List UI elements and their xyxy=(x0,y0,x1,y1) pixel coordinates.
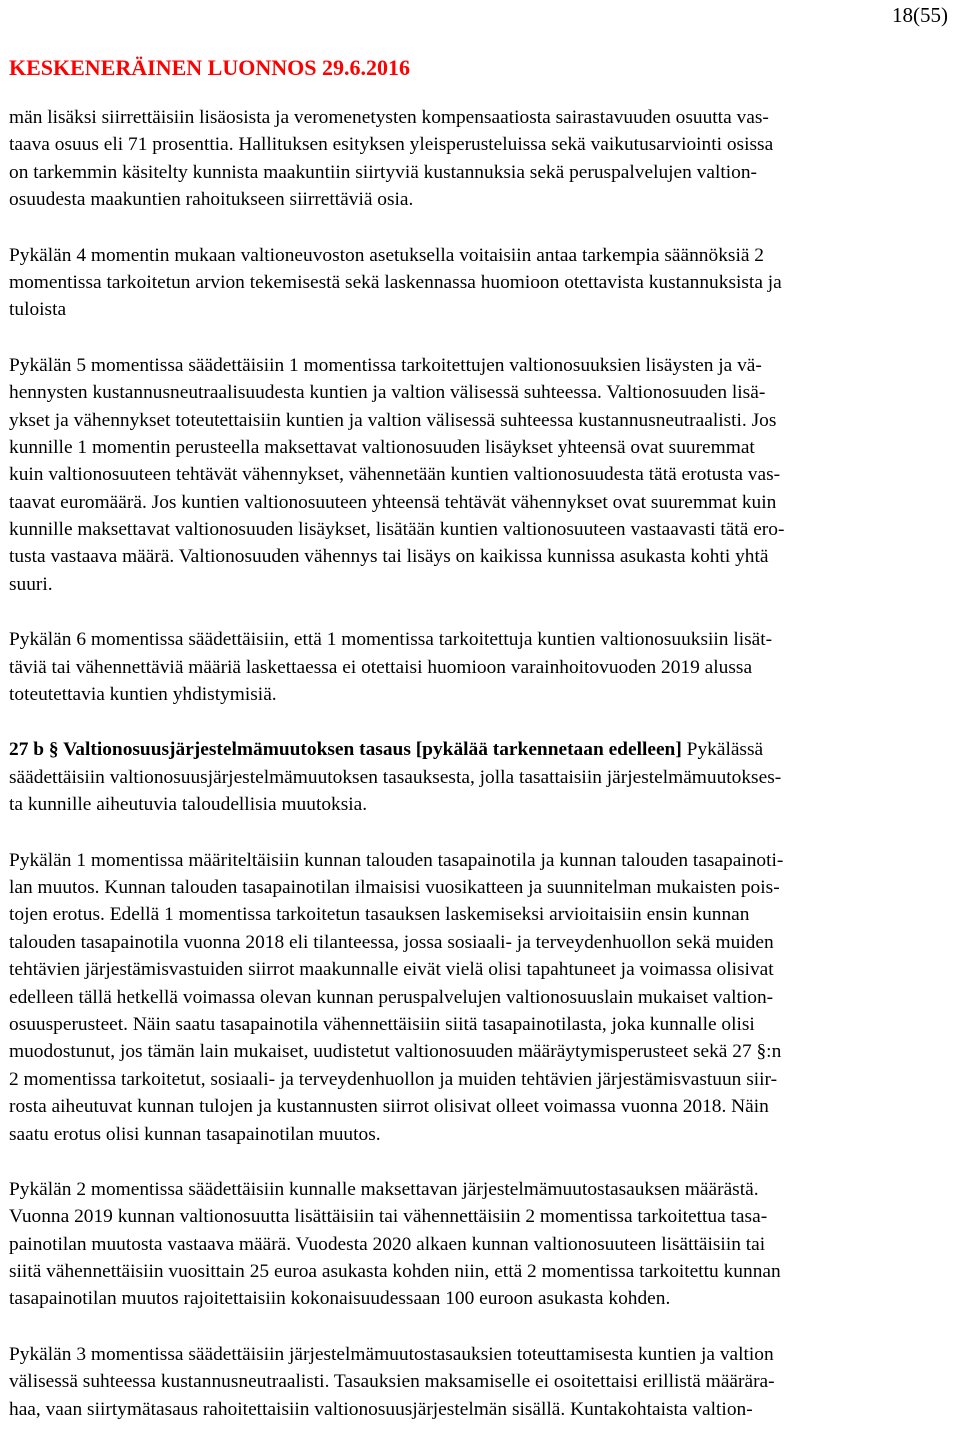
text-line: 2 momentissa tarkoitetut, sosiaali- ja terveydenhuollon ja muiden tehtävien järjestämisvastuun siir- xyxy=(9,1068,778,1090)
text-line: toteutettavia kuntien yhdistymisiä. xyxy=(9,684,277,706)
text-line: hennysten kustannusneutraalisuudesta kuntien ja valtion välisessä suhteessa. Valtionosuuden lisä- xyxy=(9,382,766,404)
page-number: 18(55) xyxy=(892,3,948,27)
paragraph-5 xyxy=(9,736,957,818)
draft-header: KESKENERÄINEN LUONNOS 29.6.2016 xyxy=(9,55,410,80)
text-line: muodostunut, jos tämän lain mukaiset, uudistetut valtionosuuden määräytymisperusteet sekä 27 §:n xyxy=(9,1041,782,1063)
text-line: on tarkemmin käsitelty kunnista maakuntiin siirtyviä kustannuksia sekä peruspalvelujen valtion- xyxy=(9,161,757,183)
text-line xyxy=(9,736,957,763)
paragraph-6 xyxy=(9,847,957,1148)
text-line: Pykälän 6 momentissa säädettäisiin, että 1 momentissa tarkoitettuja kuntien valtionosuuksiin lisät- xyxy=(9,629,773,651)
text-line: Vuonna 2019 kunnan valtionosuutta lisättäisiin tai vähennettäisiin 2 momentissa tarkoitettua tasa- xyxy=(9,1206,768,1228)
text-line: haa, vaan siirtymätasaus rahoitettaisiin valtionosuusjärjestelmän sisällä. Kuntakohtaista valtion- xyxy=(9,1398,753,1420)
paragraph-7 xyxy=(9,1176,957,1313)
text-line: taava osuus eli 71 prosenttia. Hallituksen esityksen yleisperusteluissa sekä vaikutusarviointi osissa xyxy=(9,134,774,156)
text-line: edelleen tällä hetkellä voimassa olevan kunnan peruspalvelujen valtionosuuslain mukaiset valtion- xyxy=(9,986,774,1008)
paragraph-8 xyxy=(9,1341,957,1423)
text-line: ykset ja vähennykset toteutettaisiin kuntien ja valtion välisessä suhteessa kustannusneutraalisti. Jos xyxy=(9,409,777,431)
text-line: tusta vastaava määrä. Valtionosuuden vähennys tai lisäys on kaikissa kunnissa asukasta kohti yhtä xyxy=(9,546,769,568)
section-heading: 27 b § Valtionosuusjärjestelmämuutoksen tasaus [pykälää tarkennetaan edelleen] xyxy=(9,739,682,761)
text-line: ta kunnille aiheutuvia taloudellisia muutoksia. xyxy=(9,794,368,816)
text-line: täviä tai vähennettäviä määriä laskettaessa ei otettaisi huomioon varainhoitovuoden 2019 alussa xyxy=(9,656,753,678)
text-line: suuri. xyxy=(9,573,53,595)
text-line: Pykälän 5 momentissa säädettäisiin 1 momentissa tarkoitettujen valtionosuuksien lisäysten ja vä- xyxy=(9,354,762,376)
paragraph-3 xyxy=(9,352,957,599)
text-line: välisessä suhteessa kustannusneutraalisti. Tasauksien maksamiselle ei osoitettaisi erillistä määrära- xyxy=(9,1371,775,1393)
text-line: tuloista xyxy=(9,299,67,321)
text-line: osuusperusteet. Näin saatu tasapainotila vähennettäisiin siitä tasapainotilasta, joka kunnalle olisi xyxy=(9,1013,755,1035)
paragraph-1 xyxy=(9,104,957,214)
text-line: Pykälän 4 momentin mukaan valtioneuvoston asetuksella voitaisiin antaa tarkempia säännöksiä 2 xyxy=(9,244,764,266)
text-line: kuin valtionosuuteen tehtävät vähennykset, vähennetään kuntien valtionosuudesta tätä erotusta vas- xyxy=(9,464,781,486)
text-line: osuudesta maakuntien rahoitukseen siirrettäviä osia. xyxy=(9,189,414,211)
text-line: saatu erotus olisi kunnan tasapainotilan muutos. xyxy=(9,1123,381,1145)
text-line: momentissa tarkoitetun arvion tekemisestä sekä laskennassa huomioon otettavista kustannuksista ja xyxy=(9,271,782,293)
section-heading-rest: Pykälässä xyxy=(681,739,764,761)
document-body xyxy=(9,104,957,1451)
text-line: säädettäisiin valtionosuusjärjestelmämuutoksen tasauksesta, jolla tasattaisiin järjestelmämuutokses- xyxy=(9,766,782,788)
text-line: talouden tasapainotila vuonna 2018 eli tilanteessa, jossa sosiaali- ja terveydenhuollon sekä muiden xyxy=(9,931,774,953)
text-line: män lisäksi siirrettäisiin lisäosista ja veromenetysten kompensaatiosta sairastavuuden osuutta vas- xyxy=(9,107,769,128)
text-line: tehtävien järjestämisvastuiden siirrot maakunnalle eivät vielä olisi tapahtuneet ja voimassa olisivat xyxy=(9,959,774,981)
text-line: tasapainotilan muutos rajoitettaisiin kokonaisuudessaan 100 euroon asukasta kohden. xyxy=(9,1288,671,1310)
text-line: tojen erotus. Edellä 1 momentissa tarkoitetun tasauksen laskemiseksi arvioitaisiin ensin kunnan xyxy=(9,904,750,926)
text-line: Pykälän 2 momentissa säädettäisiin kunnalle maksettavan järjestelmämuutostasauksen määrästä. xyxy=(9,1178,759,1200)
text-line: taavat euromäärä. Jos kuntien valtionosuuteen yhteensä tehtävät vähennykset ovat suuremmat kuin xyxy=(9,491,777,513)
text-line: painotilan muutosta vastaava määrä. Vuodesta 2020 alkaen kunnan valtionosuuteen lisättäisiin tai xyxy=(9,1233,766,1255)
text-line: rosta aiheutuvat kunnan tulojen ja kustannusten siirrot olisivat olleet voimassa vuonna 2018. Näin xyxy=(9,1096,769,1118)
text-line: Pykälän 3 momentissa säädettäisiin järjestelmämuutostasauksien toteuttamisesta kuntien ja valtion xyxy=(9,1343,774,1365)
paragraph-2 xyxy=(9,242,957,324)
text-line: Pykälän 1 momentissa määriteltäisiin kunnan talouden tasapainotila ja kunnan talouden tasapainoti- xyxy=(9,849,784,871)
text-line: kunnille 1 momentin perusteella maksettavat valtionosuuden lisäykset yhteensä ovat suuremmat xyxy=(9,436,755,458)
paragraph-4 xyxy=(9,626,957,708)
text-line: lan muutos. Kunnan talouden tasapainotilan ilmaisisi vuosikatteen ja suunnitelman mukaisten pois- xyxy=(9,876,780,898)
text-line: kunnille maksettavat valtionosuuden lisäykset, lisätään kuntien valtionosuuteen vastaavasti tätä ero- xyxy=(9,519,785,541)
text-line: siitä vähennettäisiin vuosittain 25 euroa asukasta kohden niin, että 2 momentissa tarkoitettu kunnan xyxy=(9,1261,781,1283)
